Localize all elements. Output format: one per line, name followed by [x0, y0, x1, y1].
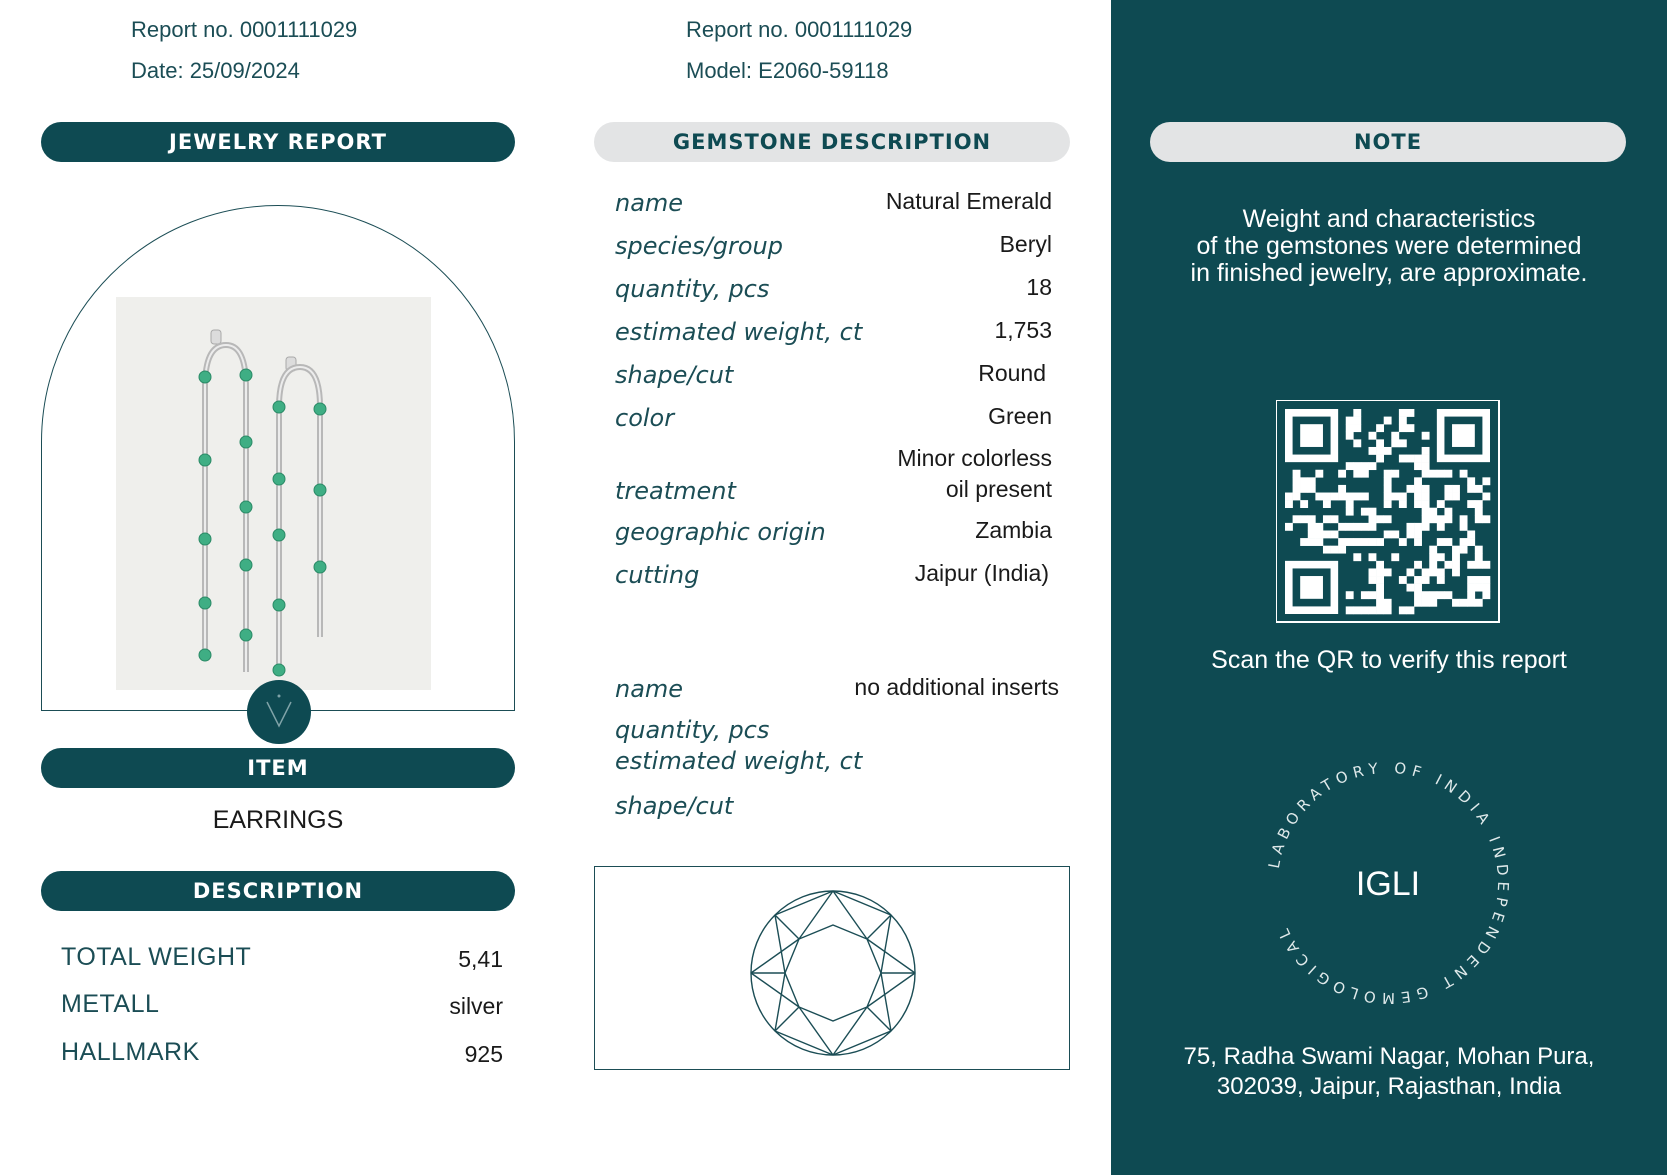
gem-key: species/group [615, 232, 783, 260]
description-row-metall [61, 990, 503, 1020]
gem-value: Jaipur (India) [914, 560, 1049, 586]
address-line: 75, Radha Swami Nagar, Mohan Pura, [1183, 1043, 1595, 1070]
gem-value: Natural Emerald [885, 188, 1052, 214]
seal-center-text: IGLI [1355, 865, 1421, 903]
gem-key: quantity, pcs [615, 275, 770, 303]
lab-address [1111, 1042, 1667, 1102]
earrings-image [116, 297, 431, 690]
gem-value: Zambia [975, 517, 1052, 543]
gem-value: 18 [1026, 274, 1052, 300]
gemstone-description-heading: GEMSTONE DESCRIPTION [594, 122, 1070, 162]
item-heading: ITEM [41, 748, 515, 788]
gem-row-weight [615, 315, 1052, 346]
gem-row-name [615, 186, 1052, 217]
description-key: METALL [61, 990, 160, 1018]
gem-row-shape [615, 358, 1052, 389]
gem-key: cutting [615, 561, 700, 589]
seal-ring-text: LABORATORY OF INDIA INDEPENDENT GEMOLOGICAL [1264, 758, 1513, 1008]
additional-shape-key: shape/cut [615, 792, 734, 820]
gem-value: Beryl [999, 231, 1052, 257]
description-value: 5,41 [458, 946, 503, 972]
additional-quantity-key: quantity, pcs [615, 716, 770, 744]
gem-value-line: Minor colorless [897, 445, 1052, 471]
gem-row-color [615, 401, 1052, 432]
description-value: 925 [464, 1041, 503, 1067]
gem-row-cutting [615, 558, 1052, 589]
note-heading: NOTE [1150, 122, 1626, 162]
gem-value: 1,753 [994, 317, 1052, 343]
note-line: of the gemstones were determined [1196, 232, 1582, 260]
gem-row-treatment [615, 443, 1052, 505]
middle-report-number: Report no. 0001111029 [686, 17, 913, 42]
gem-key: name [615, 675, 684, 703]
item-value: EARRINGS [212, 806, 344, 834]
description-key: TOTAL WEIGHT [61, 943, 252, 971]
model-number: Model: E2060-59118 [686, 58, 889, 83]
report-date: Date: 25/09/2024 [131, 58, 300, 83]
gem-key: treatment [615, 477, 736, 505]
gem-value: no additional inserts [854, 674, 1059, 700]
brand-logo-icon [247, 680, 311, 744]
cut-diagram-frame [594, 866, 1070, 1070]
gem-key: estimated weight, ct [615, 318, 863, 346]
additional-name-row [615, 672, 1059, 703]
gem-row-quantity [615, 272, 1052, 303]
additional-weight-key: estimated weight, ct [615, 747, 863, 775]
gem-key: shape/cut [615, 361, 734, 389]
scan-instruction: Scan the QR to verify this report [1211, 646, 1567, 674]
description-row-hallmark [61, 1038, 503, 1068]
round-diamond-icon [595, 867, 1071, 1071]
gem-key: color [615, 404, 675, 432]
qr-code-icon[interactable] [1276, 400, 1500, 623]
seal-graphic [1248, 743, 1528, 1023]
description-value: silver [449, 993, 503, 1019]
address-line: 302039, Jaipur, Rajasthan, India [1216, 1073, 1562, 1100]
description-row-total-weight [61, 943, 503, 973]
gem-value: Green [988, 403, 1052, 429]
note-line: in finished jewelry, are approximate. [1190, 259, 1588, 287]
seal-icon [1248, 743, 1528, 1023]
note-text [1111, 206, 1667, 287]
gem-value-multiline [897, 443, 1052, 505]
gem-key: name [615, 189, 684, 217]
description-key: HALLMARK [61, 1038, 200, 1066]
qr-code-graphic [1277, 401, 1498, 621]
gem-key: geographic origin [615, 518, 826, 546]
gem-value-line: oil present [945, 476, 1052, 502]
gem-row-species [615, 229, 1052, 260]
gem-value: Round [978, 360, 1046, 386]
left-report-number: Report no. 0001111029 [131, 17, 358, 42]
description-heading: DESCRIPTION [41, 871, 515, 911]
earrings-photo [116, 297, 431, 690]
jewelry-report-heading: JEWELRY REPORT [41, 122, 515, 162]
gem-row-origin [615, 515, 1052, 546]
note-line: Weight and characteristics [1242, 205, 1536, 233]
